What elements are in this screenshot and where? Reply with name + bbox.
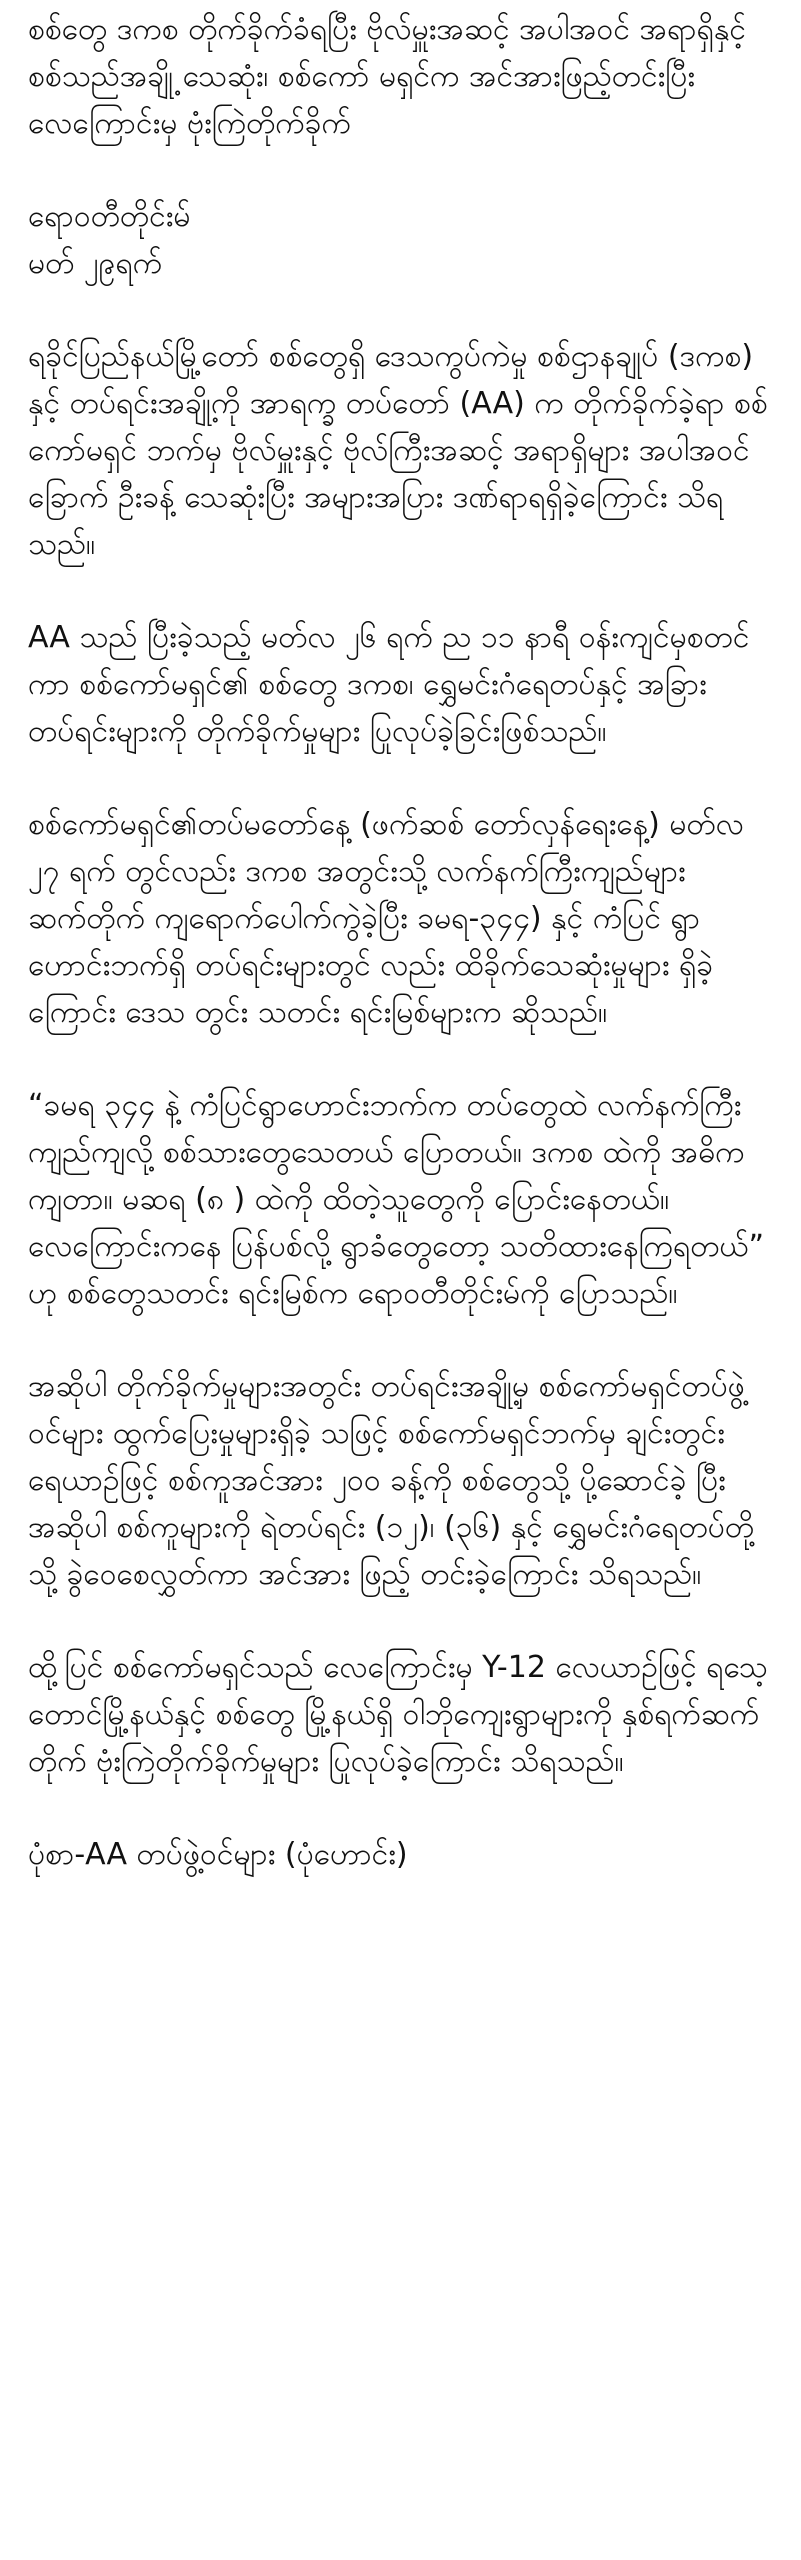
byline-author: ရောဝတီတိုင်းမ် (28, 199, 191, 234)
article-paragraph-6: ထို့ပြင် စစ်ကော်မရှင်သည် လေကြောင်းမှ Y-12 လေယာဉ်ဖြင့် ရသေ့တောင်မြို့နယ်နှင့် စစ်တွေ မြို့နယ်ရှိ ဝါဘိုကျေးရွာများကို နှစ်ရက်ဆက်တိုက် ဗုံးကြဲတိုက်ခိုက်မှုများ ပြုလုပ်ခဲ့ကြောင်း သိရသည်။ (28, 1650, 768, 1779)
article-paragraph-1: ရခိုင်ပြည်နယ်မြို့တော် စစ်တွေရှိ ဒေသကွပ်ကဲမှု စစ်ဌာနချုပ် (ဒကစ) နှင့် တပ်ရင်းအချို့ကို အာရက္ခ တပ်တော် (AA) က တိုက်ခိုက်ခဲ့ရာ စစ်ကော်မရှင် ဘက်မှ ဗိုလ်မှူးနှင့် ဗိုလ်ကြီးအဆင့် အရာရှိများ အပါအဝင် ခြောက် ဦးခန့် သေဆုံးပြီး အများအပြား ဒဏ်ရာရရှိခဲ့ကြောင်း သိရသည်။ (28, 339, 768, 562)
article-paragraph-3: စစ်ကော်မရှင်၏တပ်မတော်နေ့ (ဖက်ဆစ် တော်လှန်ရေးနေ့) မတ်လ ၂၇ ရက် တွင်လည်း ဒကစ အတွင်းသို့ လက်နက်ကြီးကျည်များ ဆက်တိုက် ကျရောက်ပေါက်ကွဲခဲ့ပြီး ခမရ-၃၄၄) နှင့် ကံပြင် ရွာဟောင်းဘက်ရှိ တပ်ရင်းများတွင် လည်း ထိခိုက်သေဆုံးမှုများ ရှိခဲ့ကြောင်း ဒေသ တွင်း သတင်း ရင်းမြစ်များက ဆိုသည်။ (28, 807, 744, 1030)
byline-date: မတ် ၂၉ရက် (28, 246, 163, 281)
article-paragraph-4-quote: “ခမရ ၃၄၄ နဲ့ ကံပြင်ရွာဟောင်းဘက်က တပ်တွေထဲ လက်နက်ကြီးကျည်ကျလို့ စစ်သားတွေသေတယ် ပြောတယ်။ ဒကစ ထဲကို အဓိကကျတာ။ မဆရ (၈ ) ထဲကို ထိတဲ့သူတွေကို ပြောင်းနေတယ်။ လေကြောင်းကနေ ပြန်ပစ်လို့ ရွာခံတွေတော့ သတိထားနေကြရတယ်” ဟု စစ်တွေသတင်း ရင်းမြစ်က ရောဝတီတိုင်းမ်ကို ပြောသည်။ (28, 1088, 765, 1311)
article-headline: စစ်တွေ ဒကစ တိုက်ခိုက်ခံရပြီး ဗိုလ်မှူးအဆင့် အပါအဝင် အရာရှိနှင့် စစ်သည်အချို့ သေဆုံး၊ စစ်ကော် မရှင်က အင်အားဖြည့်တင်းပြီး လေကြောင်းမှ ဗုံးကြဲတိုက်ခိုက် (28, 12, 746, 141)
news-article (28, 6, 778, 1878)
article-paragraph-5: အဆိုပါ တိုက်ခိုက်မှုများအတွင်း တပ်ရင်းအချို့မှ စစ်ကော်မရှင်တပ်ဖွဲ့ဝင်များ ထွက်ပြေးမှုများရှိခဲ့ သဖြင့် စစ်ကော်မရှင်ဘက်မှ ချင်းတွင်းရေယာဉ်ဖြင့် စစ်ကူအင်အား ၂၀၀ ခန့်ကို စစ်တွေသို့ ပို့ဆောင်ခဲ့ ပြီး အဆိုပါ စစ်ကူများကို ရဲတပ်ရင်း (၁၂)၊ (၃၆) နှင့် ရွှေမင်းဂံရေတပ်တို့သို့ ခွဲဝေစေလွှတ်ကာ အင်အား ဖြည့် တင်းခဲ့ကြောင်း သိရသည်။ (28, 1369, 755, 1592)
article-paragraph-2: AA သည် ပြီးခဲ့သည့် မတ်လ ၂၆ ရက် ည ၁၁ နာရီ ဝန်းကျင်မှစတင်ကာ စစ်ကော်မရှင်၏ စစ်တွေ ဒကစ၊ ရွှေမင်းဂံရေတပ်နှင့် အခြားတပ်ရင်းများကို တိုက်ခိုက်မှုများ ပြုလုပ်ခဲ့ခြင်းဖြစ်သည်။ (28, 620, 750, 749)
photo-caption: ပုံစာ-AA တပ်ဖွဲ့ဝင်များ (ပုံဟောင်း) (28, 1837, 408, 1872)
byline (28, 193, 778, 287)
